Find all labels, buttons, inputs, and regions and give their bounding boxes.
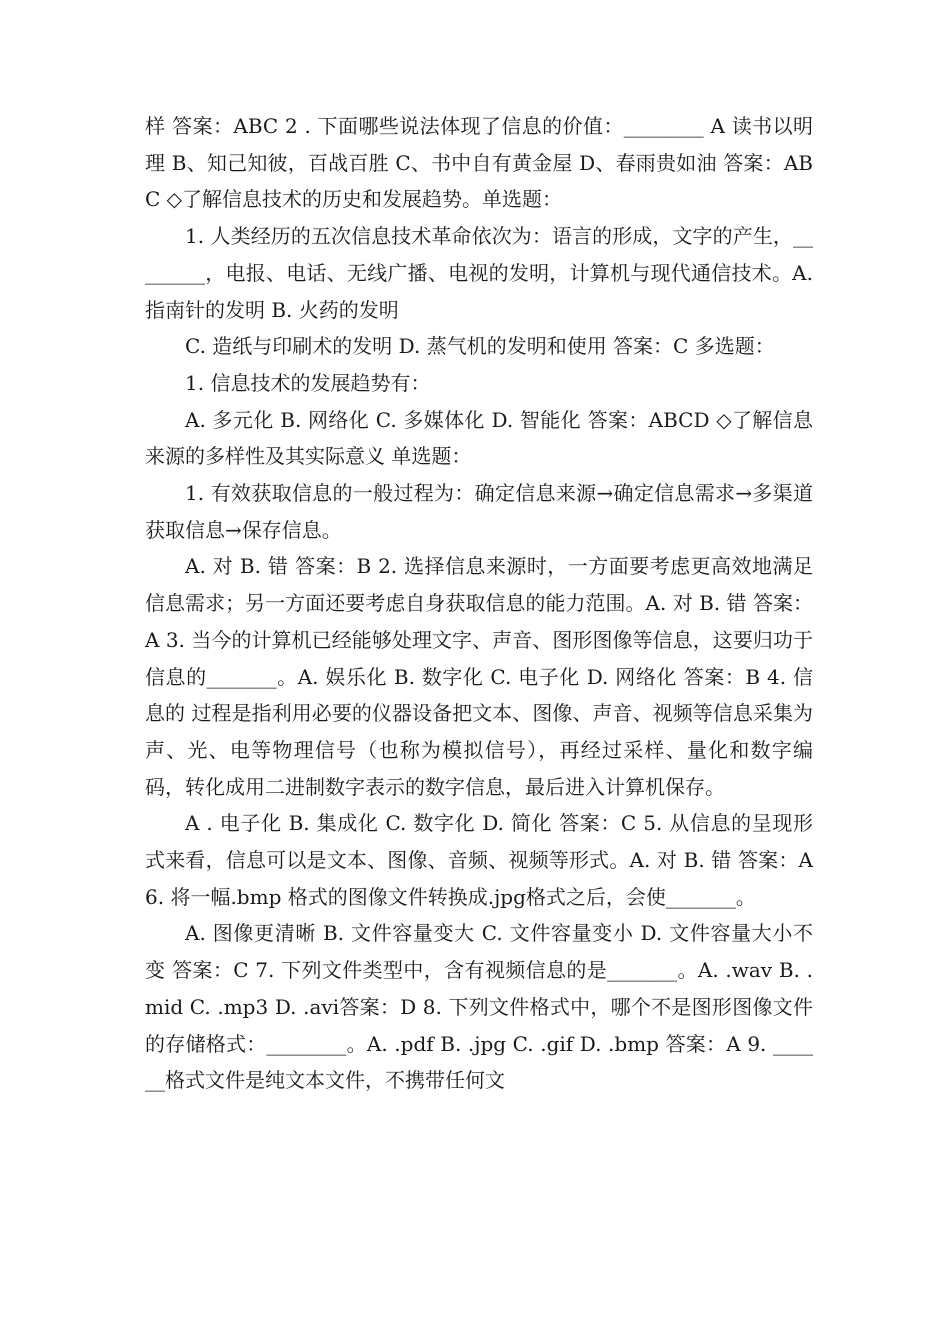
paragraph-1: 样 答案：ABC 2 . 下面哪些说法体现了信息的价值：________ A 读书以明理 B、知己知彼，百战百胜 C、书中自有黄金屋 D、春雨贵如油 答案：ABC ◇了解信息技术的历史和发展趋势。单选题：: [145, 114, 813, 212]
paragraph-6: 1. 有效获取信息的一般过程为：确定信息来源→确定信息需求→多渠道获取信息→保存信息。: [145, 481, 813, 542]
paragraph-9: A. 图像更清晰 B. 文件容量变大 C. 文件容量变小 D. 文件容量大小不变 答案：C 7. 下列文件类型中，含有视频信息的是_______。A. .wav B. .mid C. .mp3 D. .avi答案：D 8. 下列文件格式中，哪个不是图形图像文件的存储格式：________。A. .pdf B. .jpg C. .gif D. .bmp 答案：A 9. ______格式文件是纯文本文件，不携带任何文: [145, 921, 813, 1093]
paragraph-3: C. 造纸与印刷术的发明 D. 蒸气机的发明和使用 答案：C 多选题：: [185, 334, 775, 359]
paragraph-8: A . 电子化 B. 集成化 C. 数字化 D. 简化 答案：C 5. 从信息的呈现形式来看，信息可以是文本、图像、音频、视频等形式。A. 对 B. 错 答案：A 6. 将一幅.bmp 格式的图像文件转换成.jpg格式之后，会使_______。: [145, 811, 820, 909]
paragraph-2: 1. 人类经历的五次信息技术革命依次为：语言的形成，文字的产生，________，电报、电话、无线广播、电视的发明，计算机与现代通信技术。A. 指南针的发明 B. 火药的发明: [145, 224, 820, 322]
paragraph-4: 1. 信息技术的发展趋势有：: [185, 370, 431, 395]
paragraph-7: A. 对 B. 错 答案：B 2. 选择信息来源时，一方面要考虑更高效地满足信息需求；另一方面还要考虑自身获取信息的能力范围。A. 对 B. 错 答案：A 3. 当今的计算机已经能够处理文字、声音、图形图像等信息，这要归功于信息的_______。A. 娱乐化 B. 数字化 C. 电子化 D. 网络化 答案：B 4. 信息的 过程是指利用必要的仪器设备把文本、图像、声音、视频等信息采集为声、光、电等物理信号（也称为模拟信号），再经过采样、量化和数字编码，转化成用二进制数字表示的数字信息，最后进入计算机保存。: [145, 554, 813, 799]
document-page: [145, 108, 820, 1099]
paragraph-5: A. 多元化 B. 网络化 C. 多媒体化 D. 智能化 答案：ABCD ◇了解信息来源的多样性及其实际意义 单选题：: [145, 407, 813, 469]
